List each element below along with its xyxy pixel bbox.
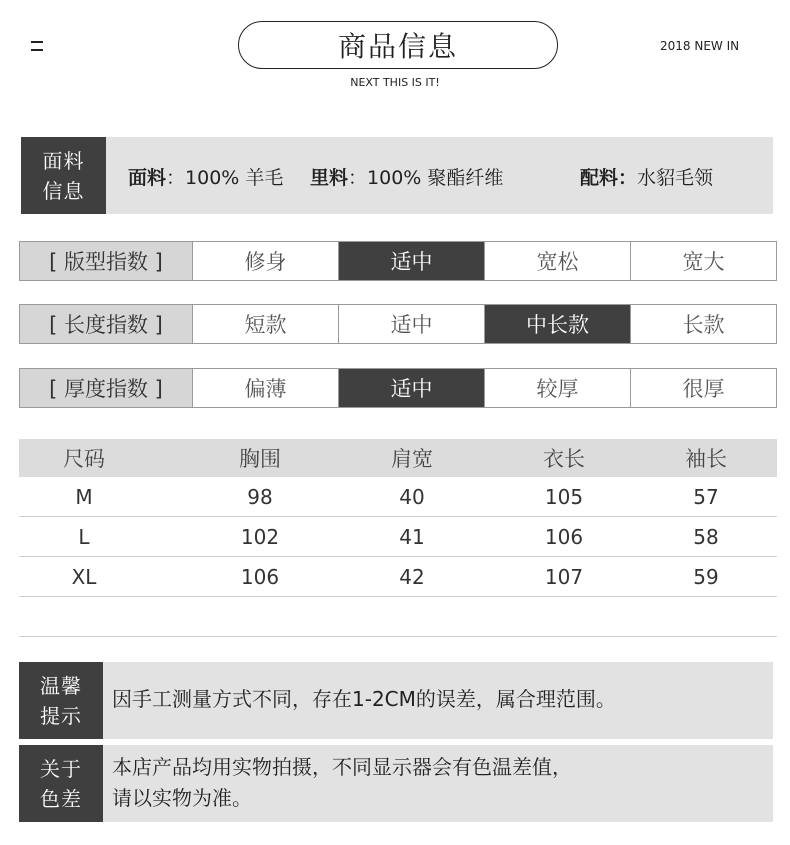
- fabric-trim: [580, 163, 713, 190]
- fabric-shell-key: 面料: [128, 167, 167, 189]
- tip-label-line2: 提示: [40, 703, 82, 728]
- color-label-line2: 色差: [40, 786, 82, 811]
- cell-size: XL: [71, 564, 97, 589]
- cell-length: 107: [544, 564, 584, 589]
- fabric-label-line2: 信息: [42, 178, 85, 203]
- thickness-option: 偏薄: [193, 369, 339, 407]
- cell-sleeve: 57: [693, 484, 719, 509]
- cell-sleeve: 58: [693, 524, 719, 549]
- fit-index-row: [19, 241, 777, 281]
- color-notice-text-line2: 请以实物为准。: [112, 786, 252, 810]
- fit-option: 宽松: [485, 242, 631, 280]
- fabric-lining: [310, 163, 503, 190]
- color-notice-label: [19, 745, 103, 822]
- fit-option: 宽大: [682, 250, 725, 274]
- length-option-selected: 中长款: [485, 305, 631, 343]
- fabric-lining-value: ：100% 聚酯纤维: [348, 167, 504, 189]
- length-index-row: [19, 304, 777, 344]
- fabric-info-label: [21, 137, 106, 214]
- cell-length: 106: [544, 524, 584, 549]
- page-title: 商品信息: [238, 21, 558, 69]
- header-length: 衣长: [543, 447, 585, 471]
- cell-shoulder: 42: [399, 564, 425, 589]
- cell-shoulder: 41: [399, 524, 425, 549]
- table-row: [19, 477, 777, 517]
- fabric-shell: [128, 163, 283, 190]
- header-chest: 胸围: [239, 447, 281, 471]
- size-table-header: [19, 439, 777, 477]
- fabric-trim-key: 配料：: [580, 167, 638, 189]
- fabric-trim-value: 水貂毛领: [637, 167, 714, 189]
- length-option: 长款: [682, 313, 725, 337]
- cell-size: M: [75, 484, 93, 509]
- header-sleeve: 袖长: [685, 447, 727, 471]
- fit-index-label: [ 版型指数 ]: [20, 242, 193, 280]
- length-option: 短款: [193, 305, 339, 343]
- thickness-option: 很厚: [682, 377, 725, 401]
- thickness-index-label: [ 厚度指数 ]: [20, 369, 193, 407]
- tip-label-line1: 温馨: [40, 673, 82, 698]
- cell-chest: 102: [240, 524, 280, 549]
- section-divider: [19, 636, 777, 637]
- cell-size: L: [78, 524, 90, 549]
- fabric-label-line1: 面料: [42, 148, 85, 173]
- fit-option-selected: 适中: [339, 242, 485, 280]
- cell-shoulder: 40: [399, 484, 425, 509]
- fit-option: 修身: [193, 242, 339, 280]
- table-row: [19, 517, 777, 557]
- thickness-index-row: [19, 368, 777, 408]
- header-shoulder: 肩宽: [391, 447, 433, 471]
- new-in-tag: 2018 NEW IN: [660, 39, 740, 53]
- length-index-label: [ 长度指数 ]: [20, 305, 193, 343]
- tip-notice-label: [19, 662, 103, 739]
- table-row: [19, 557, 777, 597]
- cell-sleeve: 59: [693, 564, 719, 589]
- fabric-shell-value: ：100% 羊毛: [166, 167, 284, 189]
- thickness-option: 较厚: [485, 369, 631, 407]
- color-notice-text-line1: 本店产品均用实物拍摄，不同显示器会有色温差值，: [112, 755, 572, 779]
- header-size: 尺码: [63, 447, 105, 471]
- length-option: 适中: [339, 305, 485, 343]
- cell-chest: 106: [240, 564, 280, 589]
- menu-icon[interactable]: [31, 41, 43, 51]
- cell-chest: 98: [247, 484, 273, 509]
- tip-notice-text: 因手工测量方式不同，存在1-2CM的误差，属合理范围。: [112, 687, 616, 711]
- cell-length: 105: [544, 484, 584, 509]
- thickness-option-selected: 适中: [339, 369, 485, 407]
- page-subtitle: NEXT THIS IS IT!: [350, 76, 440, 89]
- fabric-lining-key: 里料: [310, 167, 349, 189]
- size-table: [19, 439, 777, 597]
- color-label-line1: 关于: [40, 756, 82, 781]
